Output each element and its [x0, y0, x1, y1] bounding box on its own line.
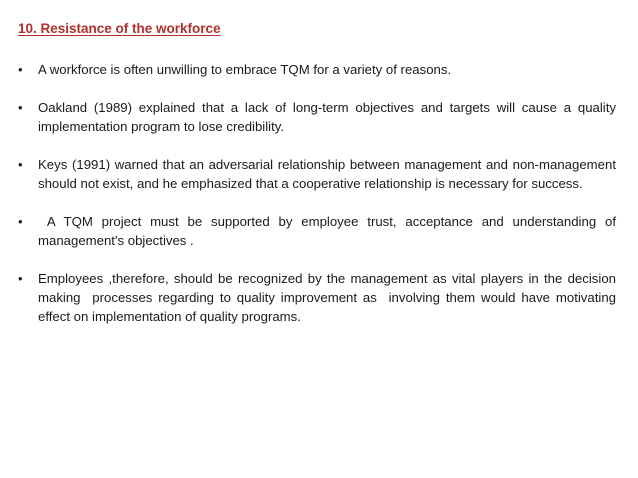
bullet-marker: • [18, 157, 23, 172]
bullet-text: Oakland (1989) explained that a lack of long-term objectives and targets will cause a quality implementation program to lose credibility. [38, 100, 616, 134]
bullet-marker: • [18, 271, 23, 286]
bullet-item [18, 60, 616, 79]
bullet-marker: • [18, 62, 23, 77]
bullet-item [18, 269, 620, 326]
bullet-marker: • [18, 214, 23, 229]
bullet-item [18, 98, 616, 136]
bullet-text: A workforce is often unwilling to embrace TQM for a variety of reasons. [38, 62, 452, 77]
bullet-item [18, 155, 616, 193]
bullet-item [18, 212, 620, 250]
bullet-list [18, 60, 620, 345]
bullet-marker: • [18, 100, 23, 115]
slide-title: 10. Resistance of the workforce [18, 21, 221, 36]
bullet-text: A TQM project must be supported by employee trust, acceptance and understanding of management's objectives . [38, 214, 620, 248]
bullet-text: Keys (1991) warned that an adversarial relationship between management and non-management should not exist, and he emphasized that a cooperative relationship is necessary for success. [38, 157, 616, 191]
bullet-text: Employees ,therefore, should be recognized by the management as vital players in the decision making processes regarding to quality improvement as involving them would have motivating effect on implementation of quality programs. [38, 271, 620, 324]
